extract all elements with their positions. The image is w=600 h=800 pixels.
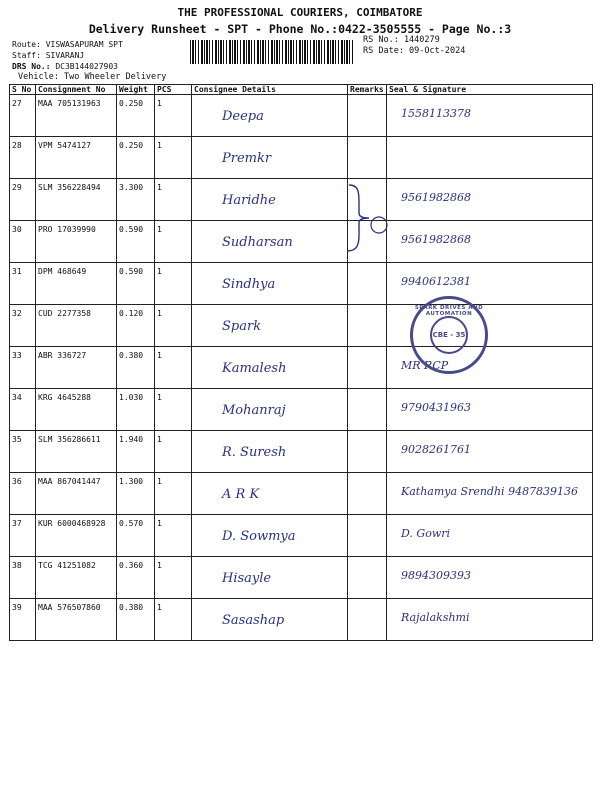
sno-text: 27 — [12, 99, 22, 108]
consignee-text: A R K — [222, 487, 260, 502]
sno-text: 34 — [12, 393, 22, 402]
table-row — [10, 389, 593, 431]
weight-text: 0.590 — [119, 267, 144, 276]
col-header-signature: Seal & Signature — [387, 85, 593, 95]
sno-text: 28 — [12, 141, 22, 150]
consignee-text: Hisayle — [222, 571, 272, 586]
sno-cell — [10, 347, 36, 389]
weight-text: 0.380 — [119, 603, 144, 612]
signature-cell — [387, 557, 593, 599]
consignment-text: MAA 705131963 — [38, 99, 101, 108]
col-header-consignment: Consignment No — [36, 85, 117, 95]
runsheet-meta-right — [363, 35, 465, 57]
pcs-cell — [155, 305, 192, 347]
weight-text: 0.590 — [119, 225, 144, 234]
weight-text: 0.250 — [119, 141, 144, 150]
table-header-row — [10, 85, 593, 95]
pcs-text: 1 — [157, 351, 162, 360]
stamp-text: SPARK DRIVES AND AUTOMATION — [414, 305, 484, 317]
company-title: THE PROFESSIONAL COURIERS, COIMBATORE — [177, 6, 423, 19]
weight-cell — [117, 263, 155, 305]
consignee-cell — [192, 599, 348, 641]
consignment-cell — [36, 221, 117, 263]
sno-text: 35 — [12, 435, 22, 444]
pcs-text: 1 — [157, 393, 162, 402]
remarks-cell — [348, 263, 387, 305]
sno-text: 32 — [12, 309, 22, 318]
sno-text: 37 — [12, 519, 22, 528]
consignment-cell — [36, 557, 117, 599]
pcs-cell — [155, 599, 192, 641]
sno-cell — [10, 431, 36, 473]
weight-cell — [117, 179, 155, 221]
signature-text: MR RCP — [401, 359, 449, 372]
table-row — [10, 599, 593, 641]
runsheet-table — [9, 84, 593, 641]
consignment-cell — [36, 431, 117, 473]
sno-cell — [10, 137, 36, 179]
col-header-remarks: Remarks — [348, 85, 387, 95]
remarks-cell — [348, 599, 387, 641]
company-stamp — [410, 296, 488, 374]
weight-text: 1.030 — [119, 393, 144, 402]
drs-number — [12, 61, 123, 72]
weight-cell — [117, 557, 155, 599]
pcs-text: 1 — [157, 519, 162, 528]
weight-cell — [117, 515, 155, 557]
remarks-cell — [348, 137, 387, 179]
pcs-cell — [155, 389, 192, 431]
remarks-cell — [348, 557, 387, 599]
table-row — [10, 431, 593, 473]
signature-cell — [387, 263, 593, 305]
sno-cell — [10, 515, 36, 557]
pcs-cell — [155, 179, 192, 221]
weight-cell — [117, 599, 155, 641]
pcs-text: 1 — [157, 225, 162, 234]
consignment-text: TCG 41251082 — [38, 561, 96, 570]
consignee-cell — [192, 221, 348, 263]
table-row — [10, 95, 593, 137]
consignee-text: Haridhe — [222, 193, 276, 208]
weight-cell — [117, 431, 155, 473]
signature-text: 1558113378 — [401, 107, 471, 120]
bracket-annotation — [343, 183, 391, 253]
signature-text: 9028261761 — [401, 443, 471, 456]
weight-text: 1.940 — [119, 435, 144, 444]
consignment-cell — [36, 389, 117, 431]
weight-cell — [117, 473, 155, 515]
pcs-cell — [155, 137, 192, 179]
signature-cell — [387, 389, 593, 431]
table-row — [10, 137, 593, 179]
drs-value: DC3B144027903 — [55, 62, 118, 71]
remarks-cell — [348, 431, 387, 473]
signature-cell — [387, 515, 593, 557]
sno-cell — [10, 263, 36, 305]
consignment-text: MAA 867041447 — [38, 477, 101, 486]
consignee-text: Kamalesh — [222, 361, 287, 376]
consignee-cell — [192, 95, 348, 137]
consignee-text: Deepa — [222, 109, 264, 124]
consignment-cell — [36, 515, 117, 557]
pcs-cell — [155, 515, 192, 557]
weight-text: 3.300 — [119, 183, 144, 192]
signature-cell — [387, 473, 593, 515]
sno-cell — [10, 305, 36, 347]
consignee-cell — [192, 179, 348, 221]
pcs-text: 1 — [157, 309, 162, 318]
consignment-cell — [36, 263, 117, 305]
weight-text: 0.570 — [119, 519, 144, 528]
signature-cell — [387, 137, 593, 179]
consignment-cell — [36, 473, 117, 515]
col-header-weight: Weight — [117, 85, 155, 95]
signature-text: 9561982868 — [401, 233, 471, 246]
consignee-text: Spark — [222, 319, 262, 334]
consignee-cell — [192, 347, 348, 389]
sno-text: 31 — [12, 267, 22, 276]
signature-text: 9940612381 — [401, 275, 471, 288]
vehicle-label: Vehicle: Two Wheeler Delivery — [18, 72, 167, 82]
sno-text: 38 — [12, 561, 22, 570]
consignee-text: Sasashap — [222, 613, 285, 628]
consignment-cell — [36, 305, 117, 347]
table-row — [10, 305, 593, 347]
consignment-cell — [36, 95, 117, 137]
consignee-cell — [192, 431, 348, 473]
weight-cell — [117, 389, 155, 431]
runsheet-subtitle: Delivery Runsheet - SPT - Phone No.:0422-3505555 - Page No.:3 — [88, 22, 512, 36]
remarks-cell — [348, 95, 387, 137]
sno-cell — [10, 557, 36, 599]
table-body — [10, 95, 593, 641]
pcs-text: 1 — [157, 603, 162, 612]
consignee-cell — [192, 515, 348, 557]
consignee-cell — [192, 389, 348, 431]
remarks-cell — [348, 515, 387, 557]
table-row — [10, 221, 593, 263]
sno-cell — [10, 599, 36, 641]
weight-text: 0.360 — [119, 561, 144, 570]
sno-text: 30 — [12, 225, 22, 234]
pcs-text: 1 — [157, 435, 162, 444]
sno-cell — [10, 389, 36, 431]
table-row — [10, 263, 593, 305]
pcs-text: 1 — [157, 477, 162, 486]
signature-cell — [387, 221, 593, 263]
pcs-cell — [155, 473, 192, 515]
drs-label: DRS No.: — [12, 62, 51, 71]
rs-date: RS Date: 09-Oct-2024 — [363, 46, 466, 56]
sno-cell — [10, 95, 36, 137]
consignment-cell — [36, 179, 117, 221]
weight-text: 1.300 — [119, 477, 144, 486]
consignment-text: SLM 356286611 — [38, 435, 101, 444]
table-row — [10, 347, 593, 389]
weight-cell — [117, 305, 155, 347]
pcs-cell — [155, 557, 192, 599]
col-header-pcs: PCS — [155, 85, 192, 95]
rs-number: RS No.: 1440279 — [363, 35, 440, 45]
pcs-text: 1 — [157, 141, 162, 150]
signature-text — [387, 137, 592, 149]
table-row — [10, 557, 593, 599]
weight-text: 0.250 — [119, 99, 144, 108]
pcs-text: 1 — [157, 99, 162, 108]
sno-cell — [10, 221, 36, 263]
pcs-text: 1 — [157, 183, 162, 192]
consignee-text: Sindhya — [222, 277, 276, 292]
weight-cell — [117, 221, 155, 263]
table-row — [10, 515, 593, 557]
barcode — [190, 40, 355, 64]
consignment-cell — [36, 347, 117, 389]
consignment-text: SLM 356228494 — [38, 183, 101, 192]
sno-text: 36 — [12, 477, 22, 486]
consignment-text: ABR 336727 — [38, 351, 87, 360]
remarks-cell — [348, 389, 387, 431]
remarks-cell — [348, 473, 387, 515]
consignment-text: KRG 4645288 — [38, 393, 91, 402]
weight-text: 0.380 — [119, 351, 144, 360]
consignee-text: D. Sowmya — [222, 529, 296, 544]
consignment-cell — [36, 599, 117, 641]
consignment-text: PRO 17039990 — [38, 225, 96, 234]
consignee-cell — [192, 263, 348, 305]
signature-text: 9790431963 — [401, 401, 471, 414]
consignment-text: DPM 468649 — [38, 267, 87, 276]
weight-cell — [117, 95, 155, 137]
consignee-text: R. Suresh — [222, 445, 287, 460]
route-label: Route: VISWASAPURAM SPT — [12, 40, 123, 49]
col-header-sno: S No — [10, 85, 36, 95]
consignment-text: VPM 5474127 — [38, 141, 91, 150]
signature-text: Kathamya Srendhi 9487839136 — [401, 485, 579, 498]
sno-text: 33 — [12, 351, 22, 360]
consignment-text: MAA 576507860 — [38, 603, 101, 612]
sno-text: 39 — [12, 603, 22, 612]
consignee-text: Mohanraj — [222, 403, 286, 418]
pcs-cell — [155, 263, 192, 305]
consignee-text: Premkr — [222, 151, 272, 166]
table-row — [10, 473, 593, 515]
signature-cell — [387, 599, 593, 641]
consignee-cell — [192, 473, 348, 515]
stamp-center: CBE - 35 — [430, 316, 468, 354]
consignee-cell — [192, 137, 348, 179]
consignment-cell — [36, 137, 117, 179]
consignee-text: Sudharsan — [222, 235, 293, 250]
col-header-consignee: Consignee Details — [192, 85, 348, 95]
runsheet-meta-left — [12, 39, 123, 72]
weight-text: 0.120 — [119, 309, 144, 318]
signature-text: 9561982868 — [401, 191, 471, 204]
pcs-cell — [155, 347, 192, 389]
signature-text: 9894309393 — [401, 569, 471, 582]
pcs-cell — [155, 95, 192, 137]
remarks-cell — [348, 347, 387, 389]
consignment-text: CUD 2277358 — [38, 309, 91, 318]
sno-cell — [10, 473, 36, 515]
sno-cell — [10, 179, 36, 221]
pcs-text: 1 — [157, 561, 162, 570]
consignee-cell — [192, 305, 348, 347]
signature-text: D. Gowri — [401, 527, 451, 540]
pcs-cell — [155, 221, 192, 263]
table-row — [10, 179, 593, 221]
weight-cell — [117, 137, 155, 179]
consignment-text: KUR 6000468928 — [38, 519, 106, 528]
signature-cell — [387, 431, 593, 473]
sno-text: 29 — [12, 183, 22, 192]
signature-cell — [387, 95, 593, 137]
pcs-text: 1 — [157, 267, 162, 276]
signature-text: Rajalakshmi — [401, 611, 470, 624]
pcs-cell — [155, 431, 192, 473]
staff-label: Staff: SIVARANJ — [12, 51, 85, 60]
weight-cell — [117, 347, 155, 389]
remarks-cell — [348, 305, 387, 347]
consignee-cell — [192, 557, 348, 599]
signature-cell — [387, 179, 593, 221]
